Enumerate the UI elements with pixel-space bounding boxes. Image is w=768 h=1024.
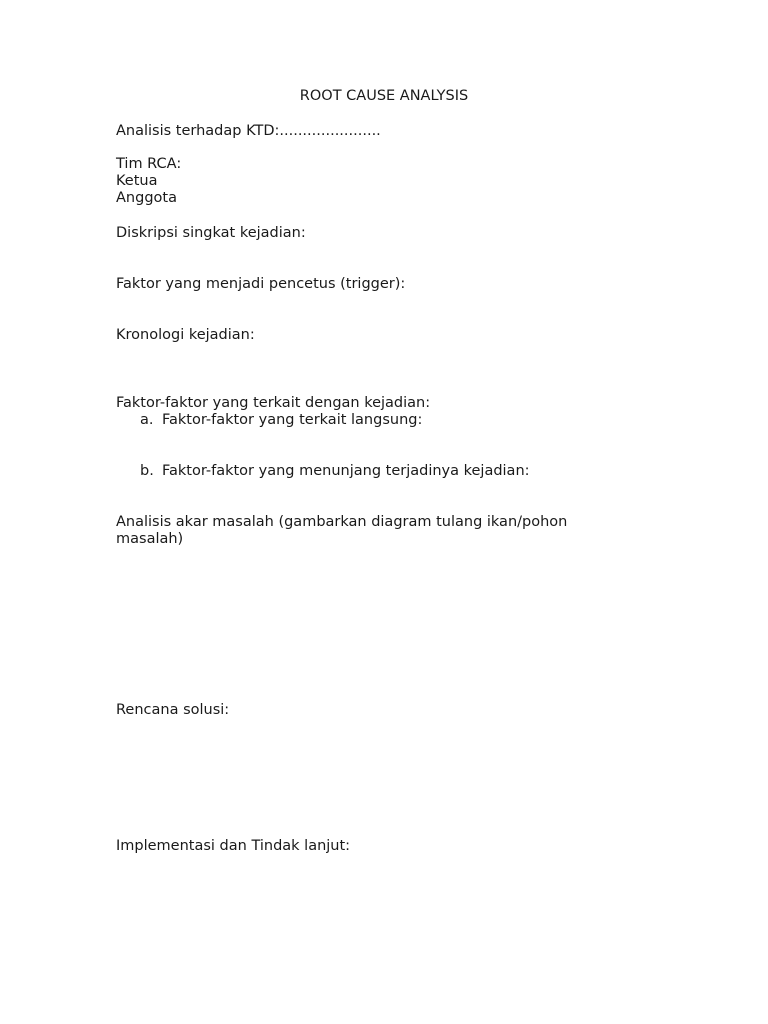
implementation-label: Implementasi dan Tindak lanjut:: [116, 838, 351, 854]
team-leader-label: Ketua: [116, 173, 158, 189]
solution-plan-label: Rencana solusi:: [116, 702, 230, 718]
direct-factors-label: Faktor-faktor yang terkait langsung:: [162, 412, 423, 428]
root-cause-label-line2: masalah): [116, 531, 184, 547]
ktd-analysis-line: Analisis terhadap KTD:......................: [116, 123, 381, 139]
related-factors-label: Faktor-faktor yang terkait dengan kejadian:: [116, 395, 431, 411]
team-members-label: Anggota: [116, 190, 177, 206]
list-marker-b: b.: [140, 463, 154, 479]
description-label: Diskripsi singkat kejadian:: [116, 225, 306, 241]
document-title: ROOT CAUSE ANALYSIS: [299, 88, 469, 104]
supporting-factors-label: Faktor-faktor yang menunjang terjadinya kejadian:: [162, 463, 530, 479]
root-cause-label-line1: Analisis akar masalah (gambarkan diagram tulang ikan/pohon: [116, 514, 568, 530]
trigger-label: Faktor yang menjadi pencetus (trigger):: [116, 276, 406, 292]
team-heading: Tim RCA:: [116, 156, 182, 172]
chronology-label: Kronologi kejadian:: [116, 327, 255, 343]
list-marker-a: a.: [140, 412, 154, 428]
